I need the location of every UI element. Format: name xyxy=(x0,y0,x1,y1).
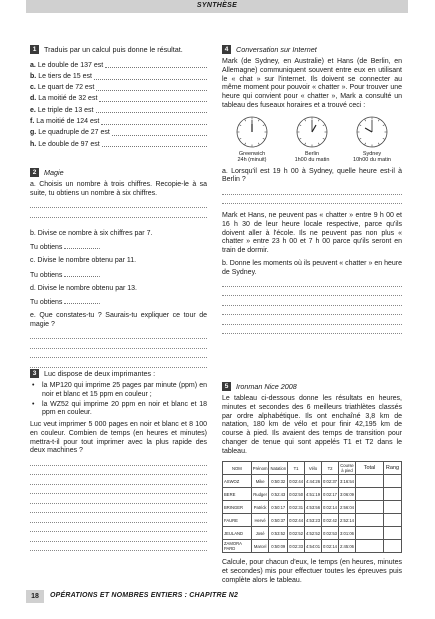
table-row xyxy=(223,527,402,540)
answer-blank[interactable] xyxy=(64,276,98,277)
page-number: 18 xyxy=(26,590,44,603)
table-cell: 2:56:04 xyxy=(339,501,356,514)
item-letter: e. xyxy=(30,106,36,114)
column-header: T2 xyxy=(322,462,339,475)
clocks-row xyxy=(222,115,402,164)
answer-blank[interactable] xyxy=(105,67,207,68)
answer-line[interactable] xyxy=(30,466,207,476)
table-cell: 0:53:52 xyxy=(269,527,288,540)
chapter-title: OPÉRATIONS ET NOMBRES ENTIERS : CHAPITRE N2 xyxy=(50,592,239,599)
result-label: Tu obtiens xyxy=(30,244,63,252)
constraint-text: Mark et Hans, ne peuvent pas « chatter » entre 9 h 00 et 16 h 30 de leur heure locale respective, parce qu'ils doivent aller à l'école. Ils ne peuvent pas non plus « chatter » entre 23 h 00 et 7 h 00 parce qu'ils seront en train de dormir. xyxy=(222,212,402,255)
answer-line[interactable] xyxy=(30,523,207,533)
answer-line[interactable] xyxy=(222,315,402,325)
table-cell-answer[interactable] xyxy=(356,501,384,514)
item-text: La moitié de 124 est xyxy=(36,118,100,126)
item-text: Le tiers de 15 est xyxy=(38,72,92,80)
table-cell: 0:02:33 xyxy=(288,540,305,553)
table-row xyxy=(223,488,402,501)
table-cell-answer[interactable] xyxy=(356,488,384,501)
footer xyxy=(0,586,435,606)
table-header-row xyxy=(223,462,402,475)
clock-berlin xyxy=(282,115,342,164)
answer-blank[interactable] xyxy=(96,90,207,91)
clock-city: Berlin xyxy=(304,150,320,157)
instruction-d: d. Divise le nombre obtenu par 13. xyxy=(30,284,138,292)
table-cell: 0:02:17 xyxy=(322,488,339,501)
clock-greenwich xyxy=(222,115,282,164)
clock-sydney xyxy=(342,115,402,164)
item-text: Le quadruple de 27 est xyxy=(38,129,110,137)
table-cell: 0:52:43 xyxy=(269,488,288,501)
answer-line[interactable] xyxy=(30,456,207,466)
question-line xyxy=(30,59,207,70)
exercise-title: Traduis par un calcul puis donne le résultat. xyxy=(44,45,183,54)
table-cell: Marcel xyxy=(251,540,269,553)
table-cell: 0:02:14 xyxy=(322,540,339,553)
item-letter: a. xyxy=(30,61,36,69)
exercise-number: 3 xyxy=(30,369,39,378)
table-cell: 0:50:17 xyxy=(269,501,288,514)
answer-line[interactable] xyxy=(30,485,207,495)
table-cell-answer[interactable] xyxy=(356,475,384,488)
table-cell: 2:45:06 xyxy=(339,540,356,553)
answer-line[interactable] xyxy=(222,195,402,205)
answer-line[interactable] xyxy=(30,504,207,514)
question-line xyxy=(30,127,207,138)
table-row xyxy=(223,514,402,527)
instruction-e: e. Que constates-tu ? Saurais-tu expliquer ce tour de magie ? xyxy=(30,312,207,328)
table-cell: 4:44:26 xyxy=(305,475,322,488)
exercise-number: 4 xyxy=(222,45,231,54)
clock-time: 24h (minuit) xyxy=(237,157,267,164)
table-cell: BRINGER xyxy=(223,501,252,514)
clock-time: 10h00 du matin xyxy=(353,157,391,164)
intro-text: Le tableau ci-dessous donne les résultats en heures, minutes et secondes des 6 meilleurs triathlètes classés par ordre alphabétique. Ils ont enchaîné 3,8 km de natation, 180 km de vélo et pour finir 42,195 km de course à pied. Ils avaient des temps de transition pour changer de tenue qui sont appelés T1 et T2 dans le tableau. xyxy=(222,395,402,455)
instruction-a: a. Choisis un nombre à trois chiffres. Recopie-le à sa suite, tu obtiens un nombre à six chiffres. xyxy=(30,181,207,197)
table-body xyxy=(223,475,402,553)
result-line: Tu obtiens . xyxy=(30,244,101,252)
result-line: Tu obtiens . xyxy=(30,299,101,307)
column-header: NOM xyxy=(223,462,252,475)
exercise-number: 2 xyxy=(30,168,39,177)
answer-line[interactable] xyxy=(30,494,207,504)
question-line xyxy=(30,82,207,93)
exercise-number: 5 xyxy=(222,382,231,391)
table-cell-answer[interactable] xyxy=(356,540,384,553)
item-text: La moitié de 32 est xyxy=(38,95,98,103)
item-text: Le double de 137 est xyxy=(37,61,104,69)
answer-blank[interactable] xyxy=(64,248,98,249)
item-text: Le double de 97 est xyxy=(38,140,100,148)
exercise-1-items xyxy=(30,59,207,149)
table-cell: 0:02:14 xyxy=(322,501,339,514)
exercise-4-heading xyxy=(222,45,402,54)
table-cell-answer[interactable] xyxy=(384,540,402,553)
list-item: • la WZ52 qui imprime 20 ppm en noir et blanc et 18 ppm en couleur. xyxy=(30,401,207,419)
answer-line[interactable] xyxy=(30,532,207,542)
table-cell: 2:52:14 xyxy=(339,514,356,527)
table-cell: 4:51:19 xyxy=(305,488,322,501)
item-text: Le triple de 13 est xyxy=(37,106,94,114)
table-cell: Rudger xyxy=(251,488,269,501)
answer-line[interactable] xyxy=(222,325,402,335)
table-cell: JEULAND xyxy=(223,527,252,540)
exercise-3 xyxy=(30,369,207,551)
question-line xyxy=(30,104,207,115)
column-header: Prénom xyxy=(251,462,269,475)
item-letter: h. xyxy=(30,140,37,148)
answer-line[interactable] xyxy=(222,277,402,287)
exercise-2-heading xyxy=(30,168,207,177)
clock-face-icon xyxy=(295,115,329,149)
answer-line[interactable] xyxy=(30,330,207,340)
column-header: T1 xyxy=(288,462,305,475)
column-header: Vélo xyxy=(305,462,322,475)
result-line: Tu obtiens . xyxy=(30,271,101,279)
exercise-1 xyxy=(30,45,207,149)
question-line xyxy=(30,115,207,126)
question-a: a. Lorsqu'il est 19 h 00 à Sydney, quelle heure est-il à Berlin ? xyxy=(222,167,402,184)
item-letter: f. xyxy=(30,118,35,126)
table-cell: 4:54:01 xyxy=(305,540,322,553)
left-column xyxy=(30,0,207,619)
question-line xyxy=(30,70,207,81)
table-cell: 0:02:37 xyxy=(322,475,339,488)
table-cell: 0:02:50 xyxy=(288,488,305,501)
answer-line[interactable] xyxy=(30,199,207,209)
table-cell: 4:53:56 xyxy=(305,501,322,514)
exercise-title: Luc dispose de deux imprimantes : xyxy=(44,369,156,378)
answer-blank[interactable] xyxy=(99,101,207,102)
table-cell-answer[interactable] xyxy=(384,475,402,488)
answer-blank[interactable] xyxy=(94,79,207,80)
answer-line[interactable] xyxy=(30,513,207,523)
answer-line[interactable] xyxy=(30,208,207,218)
table-cell: 0:02:53 xyxy=(322,527,339,540)
item-letter: d. xyxy=(30,95,37,103)
exercise-4 xyxy=(222,45,402,334)
table-cell: 0:02:44 xyxy=(288,514,305,527)
table-cell: Patrick xyxy=(251,501,269,514)
clock-face-icon xyxy=(355,115,389,149)
table-cell: Mike xyxy=(251,475,269,488)
column-header: Natation xyxy=(269,462,288,475)
question-b: b. Donne les moments où ils peuvent « chatter » en heure de Sydney. xyxy=(222,259,402,276)
table-cell: 0:02:31 xyxy=(288,501,305,514)
clock-face-icon xyxy=(235,115,269,149)
column-header: Total xyxy=(356,462,384,475)
item-letter: b. xyxy=(30,72,37,80)
clock-time: 1h00 du matin xyxy=(294,157,330,164)
item-text: Le quart de 72 est xyxy=(37,84,95,92)
answer-line[interactable] xyxy=(222,287,402,297)
instruction-b: b. Divise ce nombre à six chiffres par 7. xyxy=(30,229,153,237)
table-cell: Hervé xyxy=(251,514,269,527)
answer-blank[interactable] xyxy=(96,112,208,113)
list-item: • la MP120 qui imprime 25 pages par minute (ppm) en noir et blanc et 15 ppm en couleur ; xyxy=(30,382,207,400)
column-header: Rang xyxy=(384,462,402,475)
right-column xyxy=(222,0,402,619)
clock-city: Sydney xyxy=(362,150,382,157)
exercise-1-heading xyxy=(30,45,207,54)
table-cell: 0:02:44 xyxy=(288,475,305,488)
exercise-title: Conversation sur Internet xyxy=(236,45,317,54)
table-row xyxy=(223,475,402,488)
column-header: Course à pied xyxy=(340,463,354,474)
table-cell-answer[interactable] xyxy=(384,501,402,514)
exercise-5 xyxy=(222,382,402,586)
table-cell-answer[interactable] xyxy=(356,527,384,540)
answer-line[interactable] xyxy=(30,475,207,485)
exercise-title: Magie xyxy=(44,168,64,177)
answer-line[interactable] xyxy=(222,185,402,195)
table-row xyxy=(223,540,402,553)
instruction-c: c. Divise le nombre obtenu par 11. xyxy=(30,257,137,264)
question-line xyxy=(30,138,207,149)
question-text: Calcule, pour chacun d'eux, le temps (en heures, minutes et secondes) mis pour effectuer toutes les épreuves puis complète alors le tableau. xyxy=(222,559,402,584)
answer-line[interactable] xyxy=(30,542,207,552)
table-cell: José xyxy=(251,527,269,540)
table-cell-answer[interactable] xyxy=(384,488,402,501)
answer-blank[interactable] xyxy=(64,303,98,304)
table-row xyxy=(223,501,402,514)
table-cell-answer[interactable] xyxy=(384,514,402,527)
table-cell: 0:02:52 xyxy=(288,527,305,540)
exercise-title: Ironman Nice 2008 xyxy=(236,382,297,391)
item-letter: c. xyxy=(30,84,36,92)
table-cell: 0:02:42 xyxy=(322,514,339,527)
table-cell: 4:53:23 xyxy=(305,514,322,527)
printer-list xyxy=(30,382,207,418)
table-cell: ASWOZ xyxy=(223,475,252,488)
table-cell: 4:52:52 xyxy=(305,527,322,540)
table-cell: 3:01:06 xyxy=(339,527,356,540)
result-label: Tu obtiens xyxy=(30,299,63,307)
exercise-number: 1 xyxy=(30,45,39,54)
answer-line[interactable] xyxy=(30,339,207,349)
table-cell: FAURE xyxy=(223,514,252,527)
intro-text: Mark (de Sydney, en Australie) et Hans (de Berlin, en Allemagne) communiquent souvent entre eux en utilisant le « chat » sur l'internet. Ils doivent se connecter au même moment pour pouvoir « chatter ». Pour trouver une heure qui convient pour « chatter », Mark a consulté un tableau des fuseaux horaires et a trouvé ceci : xyxy=(222,58,402,109)
table-cell: BERE xyxy=(223,488,252,501)
answer-line[interactable] xyxy=(30,349,207,359)
table-cell: ZAMORA PARD xyxy=(223,540,252,553)
question-line xyxy=(30,93,207,104)
answer-line[interactable] xyxy=(222,306,402,316)
table-cell: 3:16:54 xyxy=(339,475,356,488)
table-cell-answer[interactable] xyxy=(384,527,402,540)
table-cell: 0:50:37 xyxy=(269,514,288,527)
clock-city: Greenwich xyxy=(238,150,266,157)
answer-blank[interactable] xyxy=(102,146,207,147)
result-label: Tu obtiens xyxy=(30,271,63,279)
answer-line[interactable] xyxy=(222,296,402,306)
exercise-2 xyxy=(30,168,207,368)
table-cell: 0:50:32 xyxy=(269,475,288,488)
answer-blank[interactable] xyxy=(101,124,207,125)
item-letter: g. xyxy=(30,129,37,137)
table-cell-answer[interactable] xyxy=(356,514,384,527)
page-header-title: SYNTHÈSE xyxy=(196,2,238,9)
table-cell: 0:50:09 xyxy=(269,540,288,553)
exercise-5-heading xyxy=(222,382,402,391)
results-table xyxy=(222,461,402,553)
answer-line[interactable] xyxy=(30,358,207,368)
exercise-3-heading xyxy=(30,369,207,378)
problem-statement: Luc veut imprimer 5 000 pages en noir et blanc et 8 100 en couleur. Combien de temps (en heures et minutes) mettra-t-il pour tout imprimer avec la plus rapide des deux machines ? xyxy=(30,421,207,455)
answer-blank[interactable] xyxy=(112,135,207,136)
table-cell: 3:06:09 xyxy=(339,488,356,501)
